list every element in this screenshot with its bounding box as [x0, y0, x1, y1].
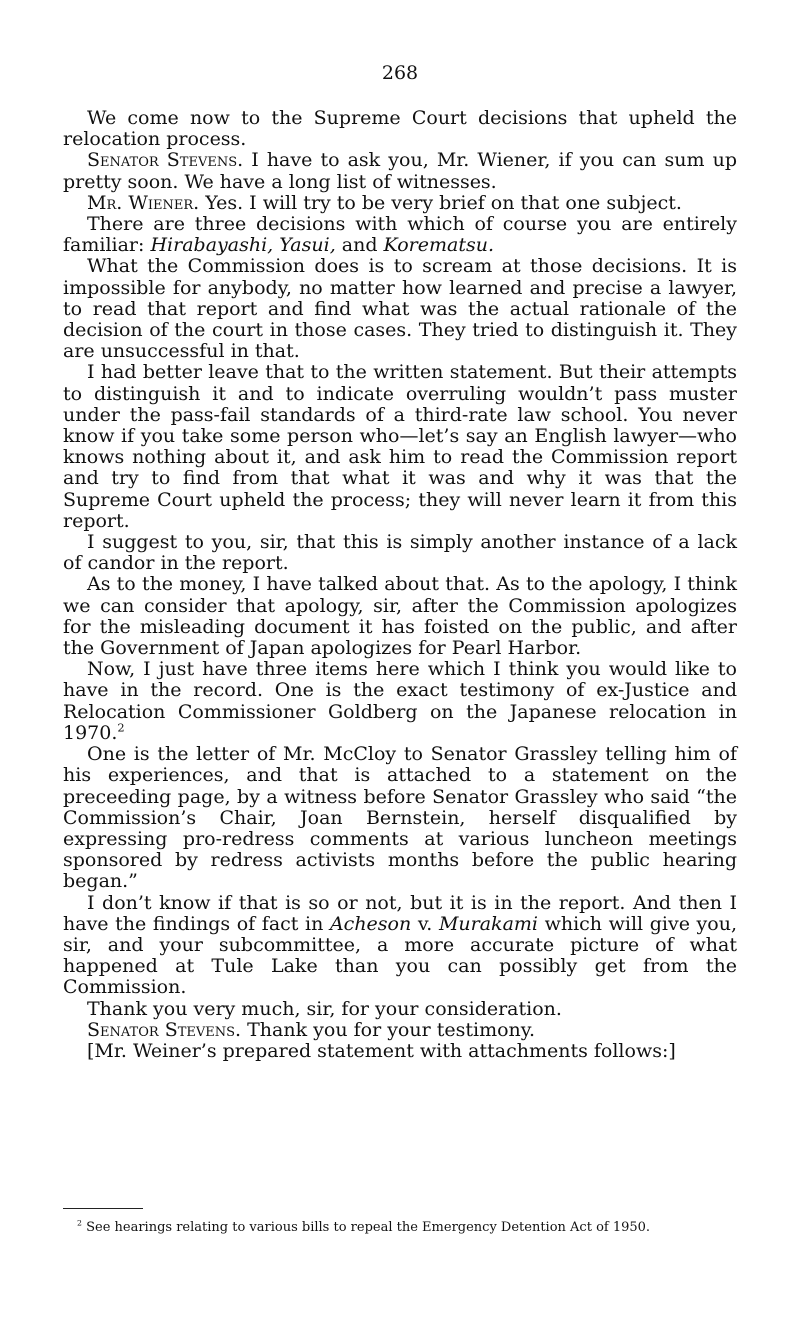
body-text [63, 108, 737, 1062]
paragraph-text: I have to ask you, Mr. Wiener, if you can sum up pretty soon. We have a long list of witnesses. [63, 149, 737, 193]
footnote-reference: 2 [117, 720, 125, 735]
page-number: 268 [381, 62, 419, 84]
paragraph-text: Thank you very much, sir, for your consideration. [87, 997, 562, 1020]
paragraph [63, 1041, 737, 1062]
footnote-text: See hearings relating to various bills to repeal the Emergency Detention Act of 1950. [81, 1220, 651, 1235]
paragraph-text: I had better leave that to the written statement. But their attempts to distinguish it and to indicate overruling wouldn’t pass muster under the pass-fail standards of a third-rate law school. You never know if you take some person who—let’s say an English lawyer—who knows nothing about it, and ask him to read the Commission report and try to find from that what it was and why it was that the Supreme Court upheld the process; they will never learn it from this report. [63, 361, 737, 532]
paragraph [63, 214, 737, 256]
paragraph [63, 999, 737, 1020]
footnote-marker: 2 [77, 1218, 82, 1228]
conjunction: and [335, 234, 384, 257]
versus: v. [411, 912, 439, 935]
paragraph-text: I suggest to you, sir, that this is simply another instance of a lack of candor in the report. [63, 531, 737, 575]
paragraph-text: Now, I just have three items here which I think you would like to have in the record. One is the exact testimony of ex-Justice and Relocation Commissioner Goldberg on the Japanese relocation in 1970. [63, 658, 737, 744]
speaker-name: Mr. Wiener. [87, 191, 200, 214]
paragraph-text: As to the money, I have talked about that. As to the apology, I think we can consider that apology, sir, after the Commission apologizes for the misleading document it has foisted on the public, and after the Government of Japan apologizes for Pearl Harbor. [63, 573, 737, 660]
paragraph [63, 1020, 737, 1041]
paragraph [63, 108, 737, 150]
paragraph-text: We come now to the Supreme Court decisions that upheld the relocation process. [63, 107, 737, 151]
paragraph [63, 659, 737, 744]
case-name: Murakami [438, 912, 538, 935]
paragraph [63, 150, 737, 192]
speaker-name: Senator Stevens. [87, 1018, 242, 1041]
paragraph-text: I don’t know if that is so or not, but it is in the report. And then I have the findings of fact in [63, 891, 737, 935]
paragraph [63, 574, 737, 659]
footnote-divider [63, 1208, 143, 1209]
paragraph [63, 256, 737, 362]
footnote [63, 1220, 737, 1236]
case-name: Hirabayashi, [150, 234, 274, 257]
case-name: Korematsu. [383, 234, 495, 257]
paragraph-text: Yes. I will try to be very brief on that one subject. [199, 191, 682, 214]
paragraph-text: There are three decisions with which of course you are entirely familiar: [63, 213, 737, 257]
paragraph [63, 193, 737, 214]
paragraph-text: Thank you for your testimony. [241, 1018, 536, 1041]
paragraph [63, 893, 737, 999]
speaker-name: Senator Stevens. [87, 149, 244, 172]
case-name: Acheson [329, 912, 412, 935]
paragraph-text: [Mr. Weiner’s prepared statement with attachments follows:] [87, 1039, 676, 1062]
case-name: Yasui, [279, 234, 336, 257]
paragraph-text: What the Commission does is to scream at those decisions. It is impossible for anybody, no matter how learned and precise a lawyer, to read that report and find what was the actual rationale of the decision of the court in those cases. They tried to distinguish it. They are unsuccessful in that. [63, 255, 737, 363]
paragraph [63, 744, 737, 892]
paragraph [63, 532, 737, 574]
paragraph [63, 362, 737, 532]
paragraph-text: which will give you, sir, and your subcommittee, a more accurate picture of what happened at Tule Lake than you can possibly get from the Commission. [63, 912, 737, 999]
paragraph-text: One is the letter of Mr. McCloy to Senator Grassley telling him of his experiences, and that is attached to a statement on the preceeding page, by a witness before Senator Grassley who said “the Commission’s Chair, Joan Bernstein, herself disqualified by expressing pro-redress comments at various luncheon meetings sponsored by redress activists months before the public hearing began.” [63, 743, 737, 893]
